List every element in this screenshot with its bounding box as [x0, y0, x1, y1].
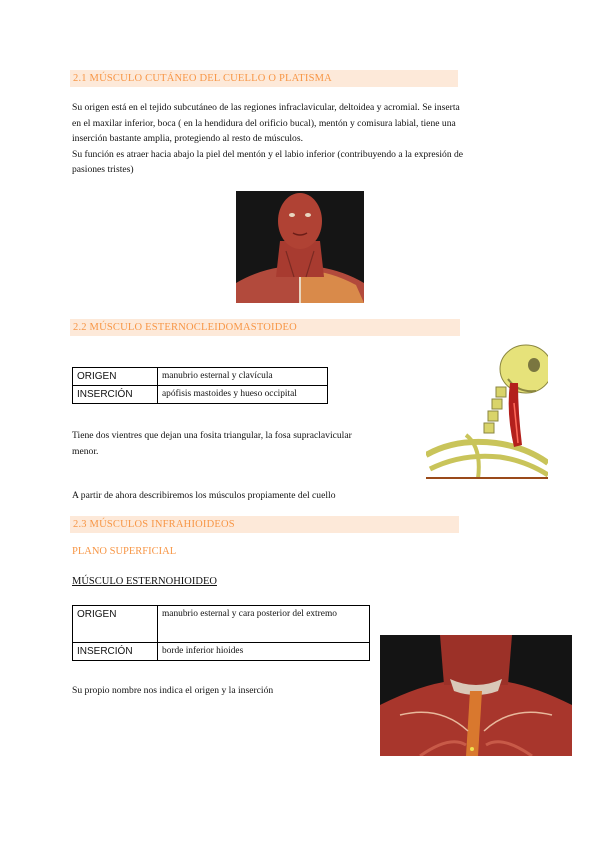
- table-key: INSERCIÓN: [73, 386, 158, 404]
- table-row: [73, 386, 328, 404]
- text-line: Su función es atraer hacia abajo la piel del mentón y el labio inferior (contribuyendo a la expresión de: [72, 148, 464, 160]
- esternocleidomastoideo-skeleton-image: [426, 343, 548, 479]
- table-key: ORIGEN: [73, 606, 158, 643]
- table-value: apófisis mastoides y hueso occipital: [158, 386, 328, 404]
- table-key: INSERCIÓN: [73, 643, 158, 661]
- esternohioideo-title: MÚSCULO ESTERNOHIOIDEO: [72, 576, 217, 587]
- platisma-description: [72, 100, 542, 178]
- table-value: borde inferior hioides: [158, 643, 370, 661]
- text-line: pasiones tristes): [72, 164, 134, 175]
- text-line: Su origen está en el tejido subcutáneo de las regiones infraclavicular, deltoidea y acromial. Se inserta: [72, 102, 460, 113]
- platisma-muscle-image: [236, 191, 364, 303]
- table-key: ORIGEN: [73, 368, 158, 386]
- text-line: inserción bastante amplia, protegiendo al resto de músculos.: [72, 133, 303, 144]
- esternocleidomastoideo-table: [72, 367, 328, 404]
- table-value: manubrio esternal y cara posterior del extremo: [158, 606, 370, 643]
- esternohioideo-muscle-image: [380, 635, 572, 756]
- esternocleidomastoideo-description: [72, 428, 412, 459]
- esternohioideo-note: Su propio nombre nos indica el origen y la inserción: [72, 685, 274, 696]
- section-heading-esternocleidomastoideo: 2.2 MÚSCULO ESTERNOCLEIDOMASTOIDEO: [70, 319, 460, 336]
- plano-superficial-subheading: PLANO SUPERFICIAL: [72, 546, 177, 557]
- table-value: manubrio esternal y clavícula: [158, 368, 328, 386]
- text-line: en el maxilar inferior, boca ( en la hendidura del orificio bucal), mentón y comisura labial, tiene una: [72, 117, 456, 129]
- text-line: menor.: [72, 445, 99, 457]
- table-row: [73, 368, 328, 386]
- esternohioideo-table: [72, 605, 370, 661]
- transition-sentence: A partir de ahora describiremos los músculos propiamente del cuello: [72, 490, 336, 501]
- section-heading-platisma: 2.1 MÚSCULO CUTÁNEO DEL CUELLO O PLATISMA: [70, 70, 458, 87]
- table-row: [73, 643, 370, 661]
- table-row: [73, 606, 370, 643]
- text-line: Tiene dos vientres que dejan una fosita triangular, la fosa supraclavicular: [72, 430, 352, 441]
- section-heading-infrahioideos: 2.3 MÚSCULOS INFRAHIOIDEOS: [70, 516, 459, 533]
